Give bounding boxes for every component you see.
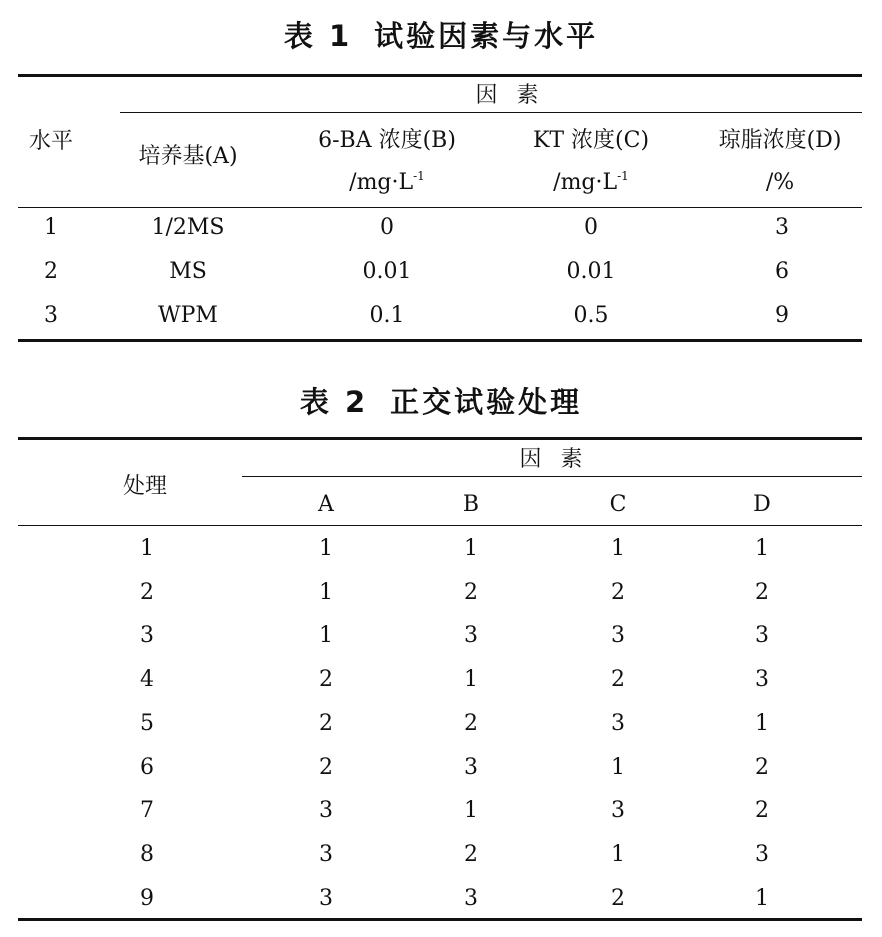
table2-caption	[0, 380, 882, 421]
table-cell: 1	[464, 667, 478, 693]
table2-top-rule	[18, 437, 862, 440]
table-cell: 3	[464, 885, 478, 911]
table-cell: 1	[755, 885, 769, 911]
table1-bottom-rule	[18, 339, 862, 342]
table-cell: 5	[140, 710, 154, 736]
table1-unit-c: $/mg\cdot L^{-1}$	[553, 169, 629, 195]
table-cell: 0.01	[362, 259, 412, 284]
table2-treatment-header: 处理	[122, 474, 167, 499]
table1-unit-b: $/mg\cdot L^{-1}$	[349, 169, 425, 195]
table-cell: 1	[611, 841, 625, 867]
table-cell: 3	[775, 215, 789, 240]
table-cell: 3	[464, 623, 478, 649]
table-cell: 1/2MS	[151, 215, 225, 240]
table-cell: 3	[319, 841, 333, 867]
table-cell: 3	[755, 667, 769, 693]
table1-title: 试验因素与水平	[374, 19, 599, 53]
table2-factors-rule	[242, 476, 862, 477]
table-cell: 3	[464, 754, 478, 780]
table-cell: 0.1	[369, 303, 405, 328]
table-cell: 3	[611, 623, 625, 649]
table-cell: 2	[319, 754, 333, 780]
table-cell: 1	[464, 536, 478, 561]
table-cell: 2	[755, 798, 769, 824]
table-cell: 7	[140, 798, 154, 824]
table-cell: 3	[755, 623, 769, 649]
table2-header-d: D	[753, 492, 771, 517]
table1-factors-rule	[120, 112, 862, 113]
table-cell: 1	[319, 579, 333, 605]
table2-title: 正交试验处理	[390, 385, 583, 419]
table2-header-rule	[18, 525, 862, 526]
table-cell: 2	[464, 841, 478, 867]
table2-header-c: C	[609, 492, 627, 517]
table1-factors-label: 因 素	[475, 83, 545, 108]
table2-number: 表 2	[299, 385, 369, 419]
table1-header-c: KT 浓度(C)	[532, 128, 650, 153]
table-cell: 0	[584, 215, 598, 240]
table-cell: 3	[611, 710, 625, 736]
table-cell: 1	[755, 536, 769, 561]
table-cell: 2	[319, 710, 333, 736]
table1-top-rule	[18, 74, 862, 77]
table2-header-b: B	[462, 492, 480, 517]
table-cell: 2	[464, 710, 478, 736]
table-cell: 1	[611, 754, 625, 780]
table1-header-b: 6-BA 浓度(B)	[318, 128, 456, 153]
table-cell: 1	[755, 710, 769, 736]
table-cell: 2	[611, 579, 625, 605]
table1-header-rule	[18, 207, 862, 208]
table-cell: 9	[140, 885, 154, 911]
table-cell: 3	[140, 623, 154, 649]
table-cell: 0.01	[566, 259, 616, 284]
table-cell: 3	[755, 841, 769, 867]
table-cell: 9	[775, 303, 789, 328]
table-cell: 2	[464, 579, 478, 605]
table-cell: 1	[44, 215, 58, 240]
table1-header-a: 培养基(A)	[138, 144, 238, 169]
table-cell: 1	[140, 536, 154, 561]
table-cell: 1	[319, 623, 333, 649]
table-cell: 3	[319, 885, 333, 911]
table-cell: 3	[44, 303, 58, 328]
table-cell: 2	[755, 754, 769, 780]
table-cell: 8	[140, 841, 154, 867]
table1-caption	[0, 14, 882, 55]
table-cell: 0	[380, 215, 394, 240]
table-cell: 1	[464, 798, 478, 824]
table-cell: 2	[611, 885, 625, 911]
table-cell: 2	[140, 579, 154, 605]
table-cell: 2	[755, 579, 769, 605]
table2-factors-label: 因 素	[519, 447, 589, 472]
table-cell: WPM	[158, 303, 218, 328]
table-cell: 2	[44, 259, 58, 284]
table-cell: 1	[611, 536, 625, 561]
table1-level-header: 水平	[28, 129, 73, 154]
table-cell: MS	[169, 259, 207, 284]
table-cell: 2	[611, 667, 625, 693]
table-cell: 1	[319, 536, 333, 561]
table-cell: 3	[319, 798, 333, 824]
table1-number: 表 1	[283, 19, 353, 53]
table-cell: 6	[775, 259, 789, 284]
table-cell: 6	[140, 754, 154, 780]
table-cell: 3	[611, 798, 625, 824]
table1-unit-d: /%	[765, 170, 795, 195]
table-cell: 4	[140, 667, 154, 693]
table-cell: 2	[319, 667, 333, 693]
table2-header-a: A	[318, 492, 334, 517]
table2-bottom-rule	[18, 918, 862, 921]
table1-header-d: 琼脂浓度(D)	[718, 128, 842, 153]
table-cell: 0.5	[573, 303, 609, 328]
